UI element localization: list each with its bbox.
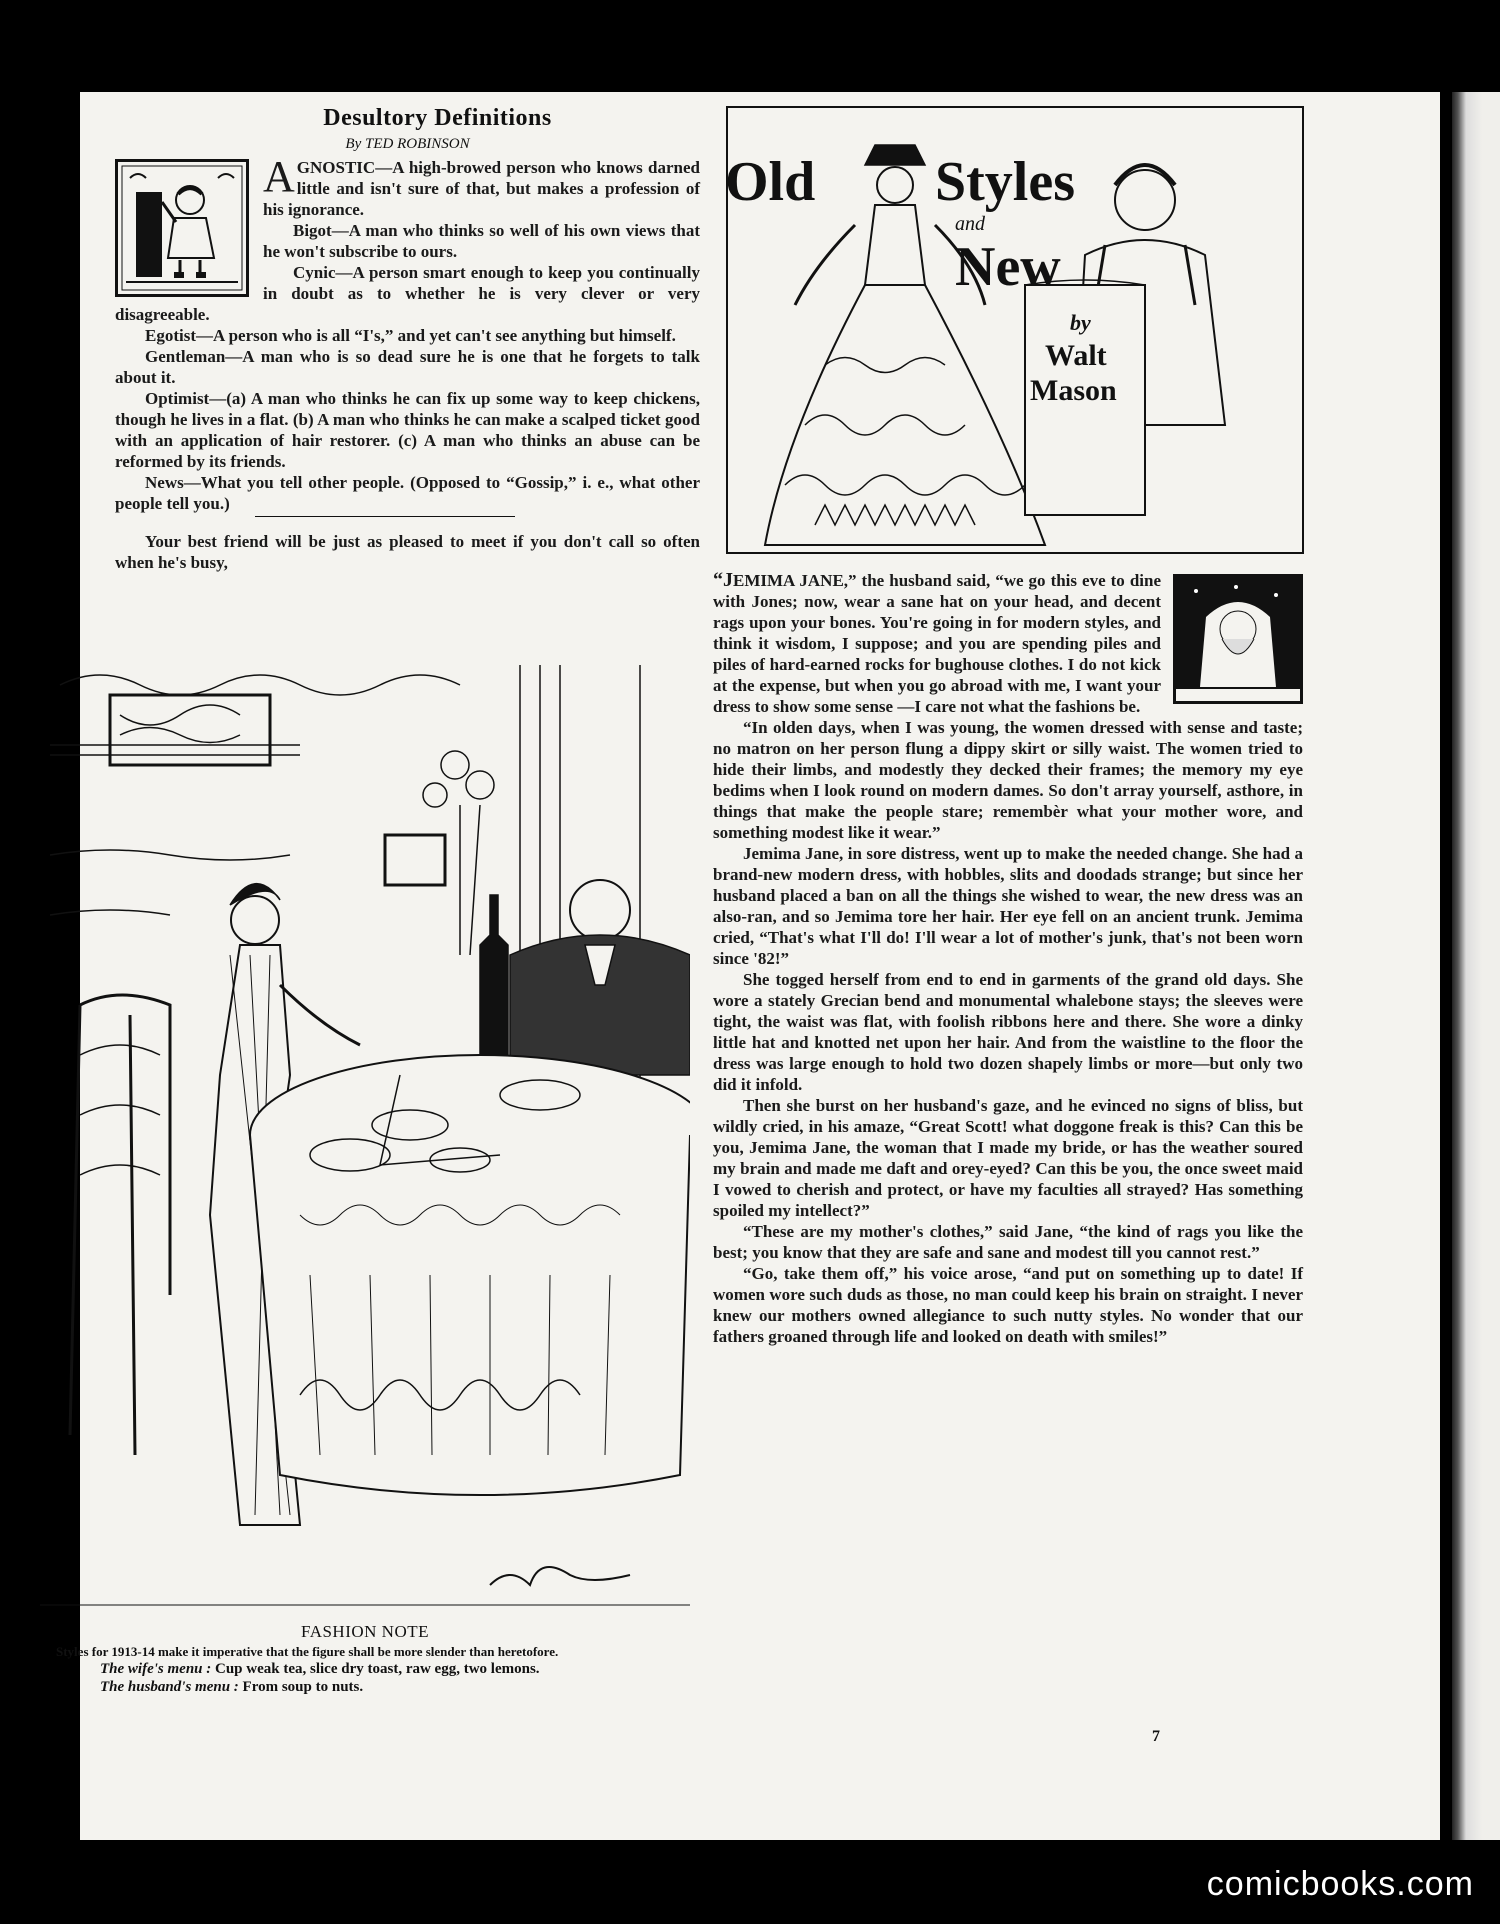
wife-menu <box>100 1660 690 1678</box>
definition-bigot: Bigot—A man who thinks so well of his own views that he won't subscribe to ours. <box>263 221 700 261</box>
poem-column <box>713 570 1303 1347</box>
husband-menu <box>100 1678 690 1696</box>
byline-by: by <box>1070 310 1091 335</box>
poem-paragraph-5: Then she burst on her husband's gaze, and he evinced no signs of bliss, but wildly cried, in his amaze, “Great Scott! what doggone freak is this? Can this be you, Jemima Jane, the woman that I made my bride, or has the weather soured my brain and made me daft and orey-eyed? Can this be you, the once sweet maid I vowed to cherish and protect, or have my faculties all strayed? Has something spoiled my intellect?” <box>713 1096 1303 1220</box>
poem-paragraph-6: “These are my mother's clothes,” said Jane, “the kind of rags you like the best; you know that they are safe and sane and modest till you cannot rest.” <box>713 1222 1303 1262</box>
dining-scene-icon <box>40 655 690 1610</box>
poem-paragraph-4: She togged herself from end to end in garments of the grand old days. She wore a stately Grecian bend and monumental whalebone stays; the sleeves were tight, the waist was flat, with foolish ribbons here and there. She wore a dinky little hat and knotted net upon her hair. And from the waistline to the floor the dress was large enough to hold two dozen shapely limbs or more—but only two did it infold. <box>713 970 1303 1094</box>
agnostic-text: GNOSTIC—A high-browed person who knows darned little and isn't sure of that, but makes a profession of his ignorance. <box>263 158 700 219</box>
definitions-title: Desultory Definitions <box>323 105 552 131</box>
definitions-byline: By TED ROBINSON <box>345 136 470 152</box>
definition-gentleman: Gentleman—A man who is so dead sure he is one that he forgets to talk about it. <box>115 347 700 387</box>
definitions-column <box>115 105 700 573</box>
old-styles-header-illustration <box>725 105 1305 555</box>
facing-page-edge <box>1452 92 1500 1840</box>
poem-paragraph-1-text: EMIMA JANE,” the husband said, “we go this eve to dine with Jones; now, wear a sane hat on your head, and decent rags upon your bones. You're going in for modern styles, and think it wisdom, I suppose; and you are spending piles and piles of hard-earned rocks for bughouse clothes. I do not kick at the expense, but when you go abroad with me, I want your dress to show some sense —I care not what the fashions be. <box>713 571 1161 716</box>
poem-drop-cap: “J <box>713 569 733 591</box>
poem-paragraph-2: “In olden days, when I was young, the women dressed with sense and taste; no matron on her person flung a dippy skirt or silly waist. The women tried to hide their limbs, and modestly they decked their frames; the memory my eye bedims when I look round on modern dames. So don't array yourself, asthore, in things that make the people stare; remembèr what your mother wore, and something modest like it wear.” <box>713 718 1303 842</box>
husband-menu-label: The husband's menu : <box>100 1679 239 1695</box>
site-watermark: comicbooks.com <box>1206 1865 1474 1903</box>
page-number: 7 <box>1152 1728 1160 1745</box>
definition-optimist: Optimist—(a) A man who thinks he can fix up some way to keep chickens, though he lives in a flat. (b) A man who thinks he can make a scalped ticket good with an application of hair restorer. (c) A man who thinks an abuse can be reformed by its friends. <box>115 389 700 471</box>
santa-icon <box>1176 577 1300 701</box>
wife-menu-label: The wife's menu : <box>100 1661 212 1677</box>
headline-and: and <box>955 213 985 235</box>
husband-menu-text: From soup to nuts. <box>242 1679 364 1695</box>
author-last-name: Mason <box>1030 374 1117 407</box>
wife-menu-text: Cup weak tea, slice dry toast, raw egg, two lemons. <box>215 1661 540 1677</box>
headline-new: New <box>955 236 1061 298</box>
definition-egotist: Egotist—A person who is all “I's,” and yet can't see anything but himself. <box>145 326 676 345</box>
friend-quip: Your best friend will be just as pleased to meet if you don't call so often when he's busy, <box>115 532 700 572</box>
divider-rule <box>255 516 515 517</box>
poem-paragraph-7: “Go, take them off,” his voice arose, “and put on something up to date! If women wore such duds as those, no man could keep his brain on straight. I never knew our mothers owned allegiance to such nutty styles. No wonder that our fathers groaned through life and looked on death with smiles!” <box>713 1264 1303 1346</box>
author-first-name: Walt <box>1045 339 1107 372</box>
definition-cynic: Cynic—A person smart enough to keep you continually in doubt as to whether he is very clever or very disagreeable. <box>115 263 700 324</box>
drop-cap: A <box>263 152 295 201</box>
poem-paragraph-3: Jemima Jane, in sore distress, went up to make the needed change. She had a brand-new modern dress, with hobbles, slits and doodads strange; but since her husband placed a ban on all the things she wished to wear, the new dress was an also-ran, and so Jemima tore her hair. Her eye fell on an ancient trunk. Jemima cried, “That's what I'll do! I'll wear a lot of mother's junk, that's not been worn since '82!” <box>713 844 1303 968</box>
headline-styles: Styles <box>935 151 1075 213</box>
fashion-note-subtitle: Styles for 1913-14 make it imperative that the figure shall be more slender than heretofore. <box>56 1644 559 1659</box>
old-styles-art-icon <box>725 105 1305 555</box>
child-figure-icon <box>118 162 246 294</box>
definition-news: News—What you tell other people. (Opposed to “Gossip,” i. e., what other people tell you.) <box>115 473 700 513</box>
child-vignette <box>115 159 249 297</box>
headline-old: Old <box>725 151 816 213</box>
fashion-note-caption <box>40 1622 690 1696</box>
santa-vignette <box>1173 574 1303 704</box>
fashion-note-heading: FASHION NOTE <box>301 1622 429 1641</box>
fashion-note-illustration <box>40 655 690 1610</box>
